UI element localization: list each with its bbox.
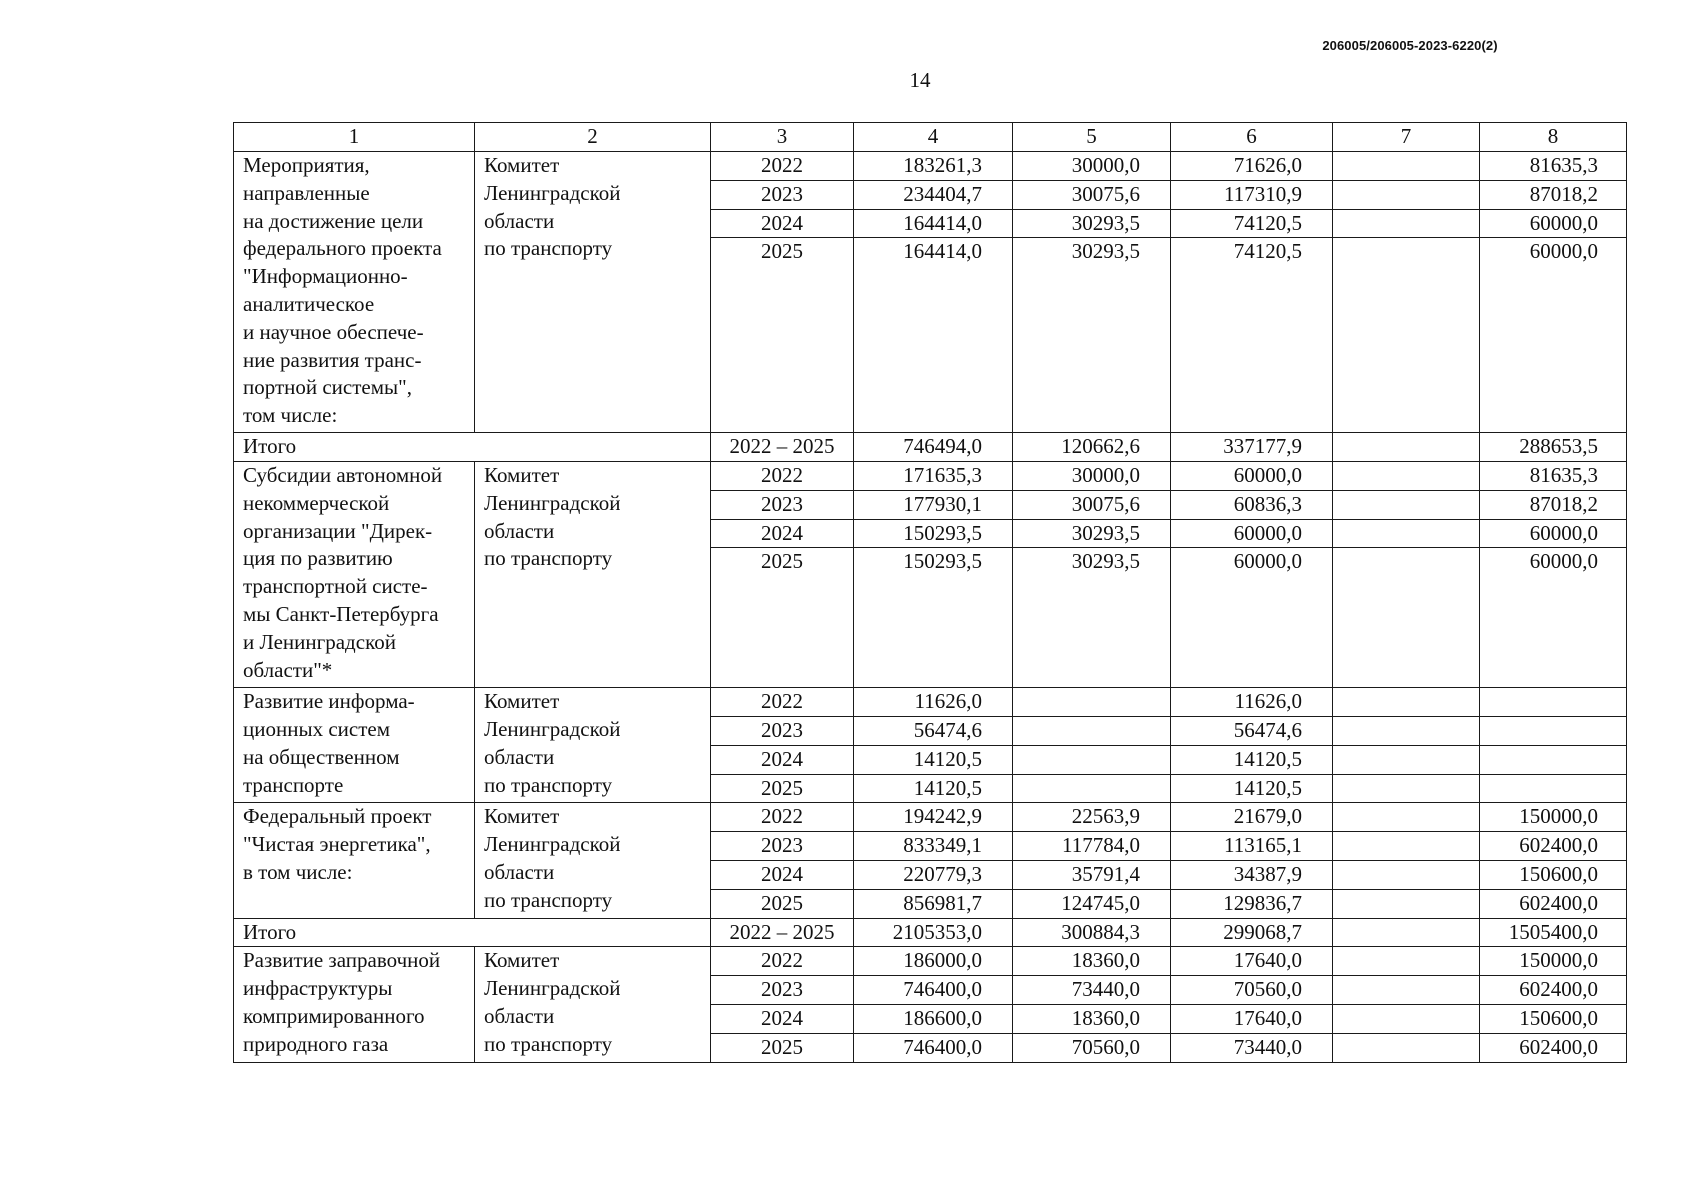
year-cell: 2024 xyxy=(711,745,854,774)
measure-name-line: природного газа xyxy=(243,1031,389,1056)
value-cell-c8: 150600,0 xyxy=(1480,860,1627,889)
executor-line: по транспорту xyxy=(484,546,613,571)
year-cell: 2024 xyxy=(711,519,854,548)
measure-name-cell xyxy=(234,803,475,918)
value-cell-c4: 234404,7 xyxy=(854,180,1013,209)
executor-line: по транспорту xyxy=(484,236,613,261)
total-row xyxy=(234,433,1627,462)
executor-line: Ленинградской xyxy=(484,716,621,741)
value-cell-c4: 856981,7 xyxy=(854,889,1013,918)
measure-name-line: и научное обеспече- xyxy=(243,319,424,344)
year-cell: 2023 xyxy=(711,180,854,209)
year-cell: 2025 xyxy=(711,889,854,918)
value-cell-c4: 14120,5 xyxy=(854,745,1013,774)
measure-name-line: компримированного xyxy=(243,1003,425,1028)
year-cell: 2022 xyxy=(711,688,854,717)
value-cell-c8: 150000,0 xyxy=(1480,947,1627,976)
year-cell: 2023 xyxy=(711,832,854,861)
total-value-c6: 299068,7 xyxy=(1171,918,1333,947)
executor-line: по транспорту xyxy=(484,772,613,797)
value-cell-c7 xyxy=(1333,152,1480,181)
value-cell-c5 xyxy=(1013,716,1171,745)
value-cell-c5: 124745,0 xyxy=(1013,889,1171,918)
value-cell-c7 xyxy=(1333,548,1480,576)
header-col-8: 8 xyxy=(1480,123,1627,152)
budget-table xyxy=(233,122,1627,1063)
measure-name-line: мы Санкт-Петербурга xyxy=(243,601,439,626)
measure-name-line: инфраструктуры xyxy=(243,976,393,1001)
executor-line: области xyxy=(484,1003,555,1028)
table-row xyxy=(234,803,1627,832)
measure-name-line: Мероприятия, xyxy=(243,153,370,177)
total-label: Итого xyxy=(234,433,711,462)
value-cell-c7 xyxy=(1333,209,1480,238)
value-cell-c6: 60000,0 xyxy=(1171,519,1333,548)
measure-name-line: "Чистая энергетика", xyxy=(243,832,431,857)
total-period-cell: 2022 – 2025 xyxy=(711,918,854,947)
measure-name-line: области"* xyxy=(243,657,333,682)
executor-line: области xyxy=(484,208,555,233)
table-body xyxy=(234,152,1627,1063)
value-cell-c4: 833349,1 xyxy=(854,832,1013,861)
measure-name-cell xyxy=(234,947,475,1062)
year-cell: 2024 xyxy=(711,860,854,889)
measure-name-line: и Ленинградской xyxy=(243,629,396,654)
value-cell-c7 xyxy=(1333,745,1480,774)
executor-line: Ленинградской xyxy=(484,832,621,857)
value-cell-c5: 30293,5 xyxy=(1013,548,1171,576)
table-row xyxy=(234,152,1627,181)
value-cell-c6: 17640,0 xyxy=(1171,947,1333,976)
value-cell-c6: 21679,0 xyxy=(1171,803,1333,832)
table-row xyxy=(234,461,1627,490)
year-cell: 2023 xyxy=(711,976,854,1005)
executor-line: Ленинградской xyxy=(484,976,621,1001)
value-cell-c5: 117784,0 xyxy=(1013,832,1171,861)
spacer-cell xyxy=(1013,576,1171,688)
header-row xyxy=(234,123,1627,152)
value-cell-c4: 177930,1 xyxy=(854,490,1013,519)
spacer-cell xyxy=(854,266,1013,433)
total-value-c7 xyxy=(1333,918,1480,947)
value-cell-c7 xyxy=(1333,490,1480,519)
measure-name-cell xyxy=(234,461,475,687)
value-cell-c6: 60836,3 xyxy=(1171,490,1333,519)
executor-cell xyxy=(475,803,711,918)
value-cell-c4: 150293,5 xyxy=(854,519,1013,548)
value-cell-c6: 60000,0 xyxy=(1171,461,1333,490)
executor-cell xyxy=(475,152,711,433)
value-cell-c4: 171635,3 xyxy=(854,461,1013,490)
header-col-3: 3 xyxy=(711,123,854,152)
value-cell-c7 xyxy=(1333,860,1480,889)
header-col-5: 5 xyxy=(1013,123,1171,152)
measure-name-line: Развитие заправочной xyxy=(243,948,441,973)
document-id: 206005/206005-2023-6220(2) xyxy=(1322,38,1498,53)
value-cell-c8: 602400,0 xyxy=(1480,976,1627,1005)
executor-line: по транспорту xyxy=(484,887,613,912)
value-cell-c5: 30293,5 xyxy=(1013,519,1171,548)
value-cell-c5 xyxy=(1013,745,1171,774)
value-cell-c4: 150293,5 xyxy=(854,548,1013,576)
total-label: Итого xyxy=(234,918,711,947)
header-col-6: 6 xyxy=(1171,123,1333,152)
measure-name-line: Субсидии автономной xyxy=(243,462,443,487)
value-cell-c8 xyxy=(1480,688,1627,717)
executor-line: области xyxy=(484,744,555,769)
measure-name-line: Федеральный проект xyxy=(243,804,432,829)
value-cell-c6: 129836,7 xyxy=(1171,889,1333,918)
value-cell-c5: 30293,5 xyxy=(1013,238,1171,266)
year-cell: 2025 xyxy=(711,1033,854,1062)
executor-line: Комитет xyxy=(484,948,560,973)
spacer-cell xyxy=(1171,576,1333,688)
spacer-cell xyxy=(711,576,854,688)
value-cell-c7 xyxy=(1333,461,1480,490)
measure-name-line: в том числе: xyxy=(243,859,353,884)
value-cell-c4: 746400,0 xyxy=(854,1033,1013,1062)
measure-name-line: портной системы", xyxy=(243,375,412,400)
value-cell-c5: 73440,0 xyxy=(1013,976,1171,1005)
executor-line: Ленинградской xyxy=(484,490,621,515)
total-value-c8: 1505400,0 xyxy=(1480,918,1627,947)
value-cell-c5: 35791,4 xyxy=(1013,860,1171,889)
value-cell-c5: 70560,0 xyxy=(1013,1033,1171,1062)
value-cell-c4: 56474,6 xyxy=(854,716,1013,745)
header-col-2: 2 xyxy=(475,123,711,152)
value-cell-c4: 186000,0 xyxy=(854,947,1013,976)
executor-line: Комитет xyxy=(484,804,560,829)
value-cell-c4: 746400,0 xyxy=(854,976,1013,1005)
measure-name-line: транспорте xyxy=(243,772,344,797)
executor-cell xyxy=(475,688,711,803)
measure-name-line: на достижение цели xyxy=(243,208,424,233)
value-cell-c7 xyxy=(1333,688,1480,717)
value-cell-c6: 17640,0 xyxy=(1171,1004,1333,1033)
value-cell-c8: 87018,2 xyxy=(1480,180,1627,209)
measure-name-line: аналитическое xyxy=(243,291,375,316)
value-cell-c6: 70560,0 xyxy=(1171,976,1333,1005)
total-value-c8: 288653,5 xyxy=(1480,433,1627,462)
value-cell-c7 xyxy=(1333,889,1480,918)
value-cell-c6: 14120,5 xyxy=(1171,774,1333,803)
measure-name-line: ние развития транс- xyxy=(243,347,422,372)
header-col-7: 7 xyxy=(1333,123,1480,152)
value-cell-c8: 150600,0 xyxy=(1480,1004,1627,1033)
value-cell-c4: 11626,0 xyxy=(854,688,1013,717)
header-col-1: 1 xyxy=(234,123,475,152)
year-cell: 2024 xyxy=(711,209,854,238)
value-cell-c8: 81635,3 xyxy=(1480,152,1627,181)
executor-line: Комитет xyxy=(484,689,560,714)
budget-table-container xyxy=(233,122,1626,1063)
executor-line: Ленинградской xyxy=(484,180,621,205)
total-value-c5: 300884,3 xyxy=(1013,918,1171,947)
value-cell-c6: 117310,9 xyxy=(1171,180,1333,209)
executor-line: Комитет xyxy=(484,153,560,177)
measure-name-line: направленные xyxy=(243,180,370,205)
spacer-cell xyxy=(711,266,854,433)
value-cell-c6: 74120,5 xyxy=(1171,238,1333,266)
value-cell-c8: 602400,0 xyxy=(1480,832,1627,861)
value-cell-c6: 14120,5 xyxy=(1171,745,1333,774)
value-cell-c7 xyxy=(1333,774,1480,803)
spacer-cell xyxy=(1480,576,1627,688)
table-row xyxy=(234,688,1627,717)
measure-name-line: "Информационно- xyxy=(243,264,408,289)
executor-line: по транспорту xyxy=(484,1031,613,1056)
measure-name-line: некоммерческой xyxy=(243,490,390,515)
value-cell-c6: 56474,6 xyxy=(1171,716,1333,745)
page-number: 14 xyxy=(909,68,931,92)
value-cell-c5: 30000,0 xyxy=(1013,461,1171,490)
value-cell-c6: 34387,9 xyxy=(1171,860,1333,889)
measure-name-line: на общественном xyxy=(243,744,400,769)
value-cell-c6: 71626,0 xyxy=(1171,152,1333,181)
value-cell-c5: 18360,0 xyxy=(1013,1004,1171,1033)
value-cell-c6: 60000,0 xyxy=(1171,548,1333,576)
value-cell-c5: 30293,5 xyxy=(1013,209,1171,238)
year-cell: 2024 xyxy=(711,1004,854,1033)
total-row xyxy=(234,918,1627,947)
value-cell-c4: 194242,9 xyxy=(854,803,1013,832)
value-cell-c8: 150000,0 xyxy=(1480,803,1627,832)
value-cell-c6: 73440,0 xyxy=(1171,1033,1333,1062)
year-cell: 2025 xyxy=(711,548,854,576)
value-cell-c5: 18360,0 xyxy=(1013,947,1171,976)
value-cell-c6: 74120,5 xyxy=(1171,209,1333,238)
year-cell: 2023 xyxy=(711,716,854,745)
value-cell-c7 xyxy=(1333,803,1480,832)
value-cell-c8: 60000,0 xyxy=(1480,548,1627,576)
value-cell-c5 xyxy=(1013,774,1171,803)
value-cell-c6: 11626,0 xyxy=(1171,688,1333,717)
value-cell-c5: 22563,9 xyxy=(1013,803,1171,832)
value-cell-c7 xyxy=(1333,947,1480,976)
value-cell-c4: 164414,0 xyxy=(854,209,1013,238)
value-cell-c7 xyxy=(1333,238,1480,266)
value-cell-c7 xyxy=(1333,832,1480,861)
value-cell-c5: 30000,0 xyxy=(1013,152,1171,181)
executor-line: области xyxy=(484,859,555,884)
total-value-c4: 746494,0 xyxy=(854,433,1013,462)
measure-name-line: ционных систем xyxy=(243,716,390,741)
spacer-cell xyxy=(1171,266,1333,433)
header-col-4: 4 xyxy=(854,123,1013,152)
value-cell-c5 xyxy=(1013,688,1171,717)
value-cell-c8: 60000,0 xyxy=(1480,519,1627,548)
year-cell: 2025 xyxy=(711,774,854,803)
spacer-cell xyxy=(1333,576,1480,688)
value-cell-c8: 60000,0 xyxy=(1480,238,1627,266)
value-cell-c4: 220779,3 xyxy=(854,860,1013,889)
executor-line: Комитет xyxy=(484,462,560,487)
year-cell: 2025 xyxy=(711,238,854,266)
total-value-c5: 120662,6 xyxy=(1013,433,1171,462)
value-cell-c4: 183261,3 xyxy=(854,152,1013,181)
value-cell-c4: 164414,0 xyxy=(854,238,1013,266)
value-cell-c8 xyxy=(1480,716,1627,745)
year-cell: 2022 xyxy=(711,803,854,832)
total-period-cell: 2022 – 2025 xyxy=(711,433,854,462)
value-cell-c8: 60000,0 xyxy=(1480,209,1627,238)
value-cell-c7 xyxy=(1333,1033,1480,1062)
value-cell-c4: 186600,0 xyxy=(854,1004,1013,1033)
measure-name-line: федерального проекта xyxy=(243,236,442,261)
value-cell-c8: 87018,2 xyxy=(1480,490,1627,519)
value-cell-c8 xyxy=(1480,745,1627,774)
value-cell-c8: 602400,0 xyxy=(1480,1033,1627,1062)
year-cell: 2023 xyxy=(711,490,854,519)
value-cell-c5: 30075,6 xyxy=(1013,180,1171,209)
spacer-cell xyxy=(854,576,1013,688)
value-cell-c7 xyxy=(1333,1004,1480,1033)
value-cell-c8: 602400,0 xyxy=(1480,889,1627,918)
value-cell-c5: 30075,6 xyxy=(1013,490,1171,519)
measure-name-line: ция по развитию xyxy=(243,546,393,571)
year-cell: 2022 xyxy=(711,461,854,490)
spacer-cell xyxy=(1013,266,1171,433)
executor-cell xyxy=(475,461,711,687)
value-cell-c8: 81635,3 xyxy=(1480,461,1627,490)
spacer-cell xyxy=(1333,266,1480,433)
executor-line: области xyxy=(484,518,555,543)
value-cell-c7 xyxy=(1333,180,1480,209)
total-value-c7 xyxy=(1333,433,1480,462)
total-value-c6: 337177,9 xyxy=(1171,433,1333,462)
year-cell: 2022 xyxy=(711,947,854,976)
table-row xyxy=(234,947,1627,976)
value-cell-c8 xyxy=(1480,774,1627,803)
measure-name-line: транспортной систе- xyxy=(243,574,428,599)
value-cell-c7 xyxy=(1333,976,1480,1005)
measure-name-line: Развитие информа- xyxy=(243,689,415,714)
year-cell: 2022 xyxy=(711,152,854,181)
measure-name-line: том числе: xyxy=(243,403,338,428)
total-value-c4: 2105353,0 xyxy=(854,918,1013,947)
measure-name-cell xyxy=(234,152,475,433)
value-cell-c7 xyxy=(1333,519,1480,548)
measure-name-cell xyxy=(234,688,475,803)
value-cell-c4: 14120,5 xyxy=(854,774,1013,803)
measure-name-line: организации "Дирек- xyxy=(243,518,433,543)
executor-cell xyxy=(475,947,711,1062)
value-cell-c6: 113165,1 xyxy=(1171,832,1333,861)
spacer-cell xyxy=(1480,266,1627,433)
value-cell-c7 xyxy=(1333,716,1480,745)
